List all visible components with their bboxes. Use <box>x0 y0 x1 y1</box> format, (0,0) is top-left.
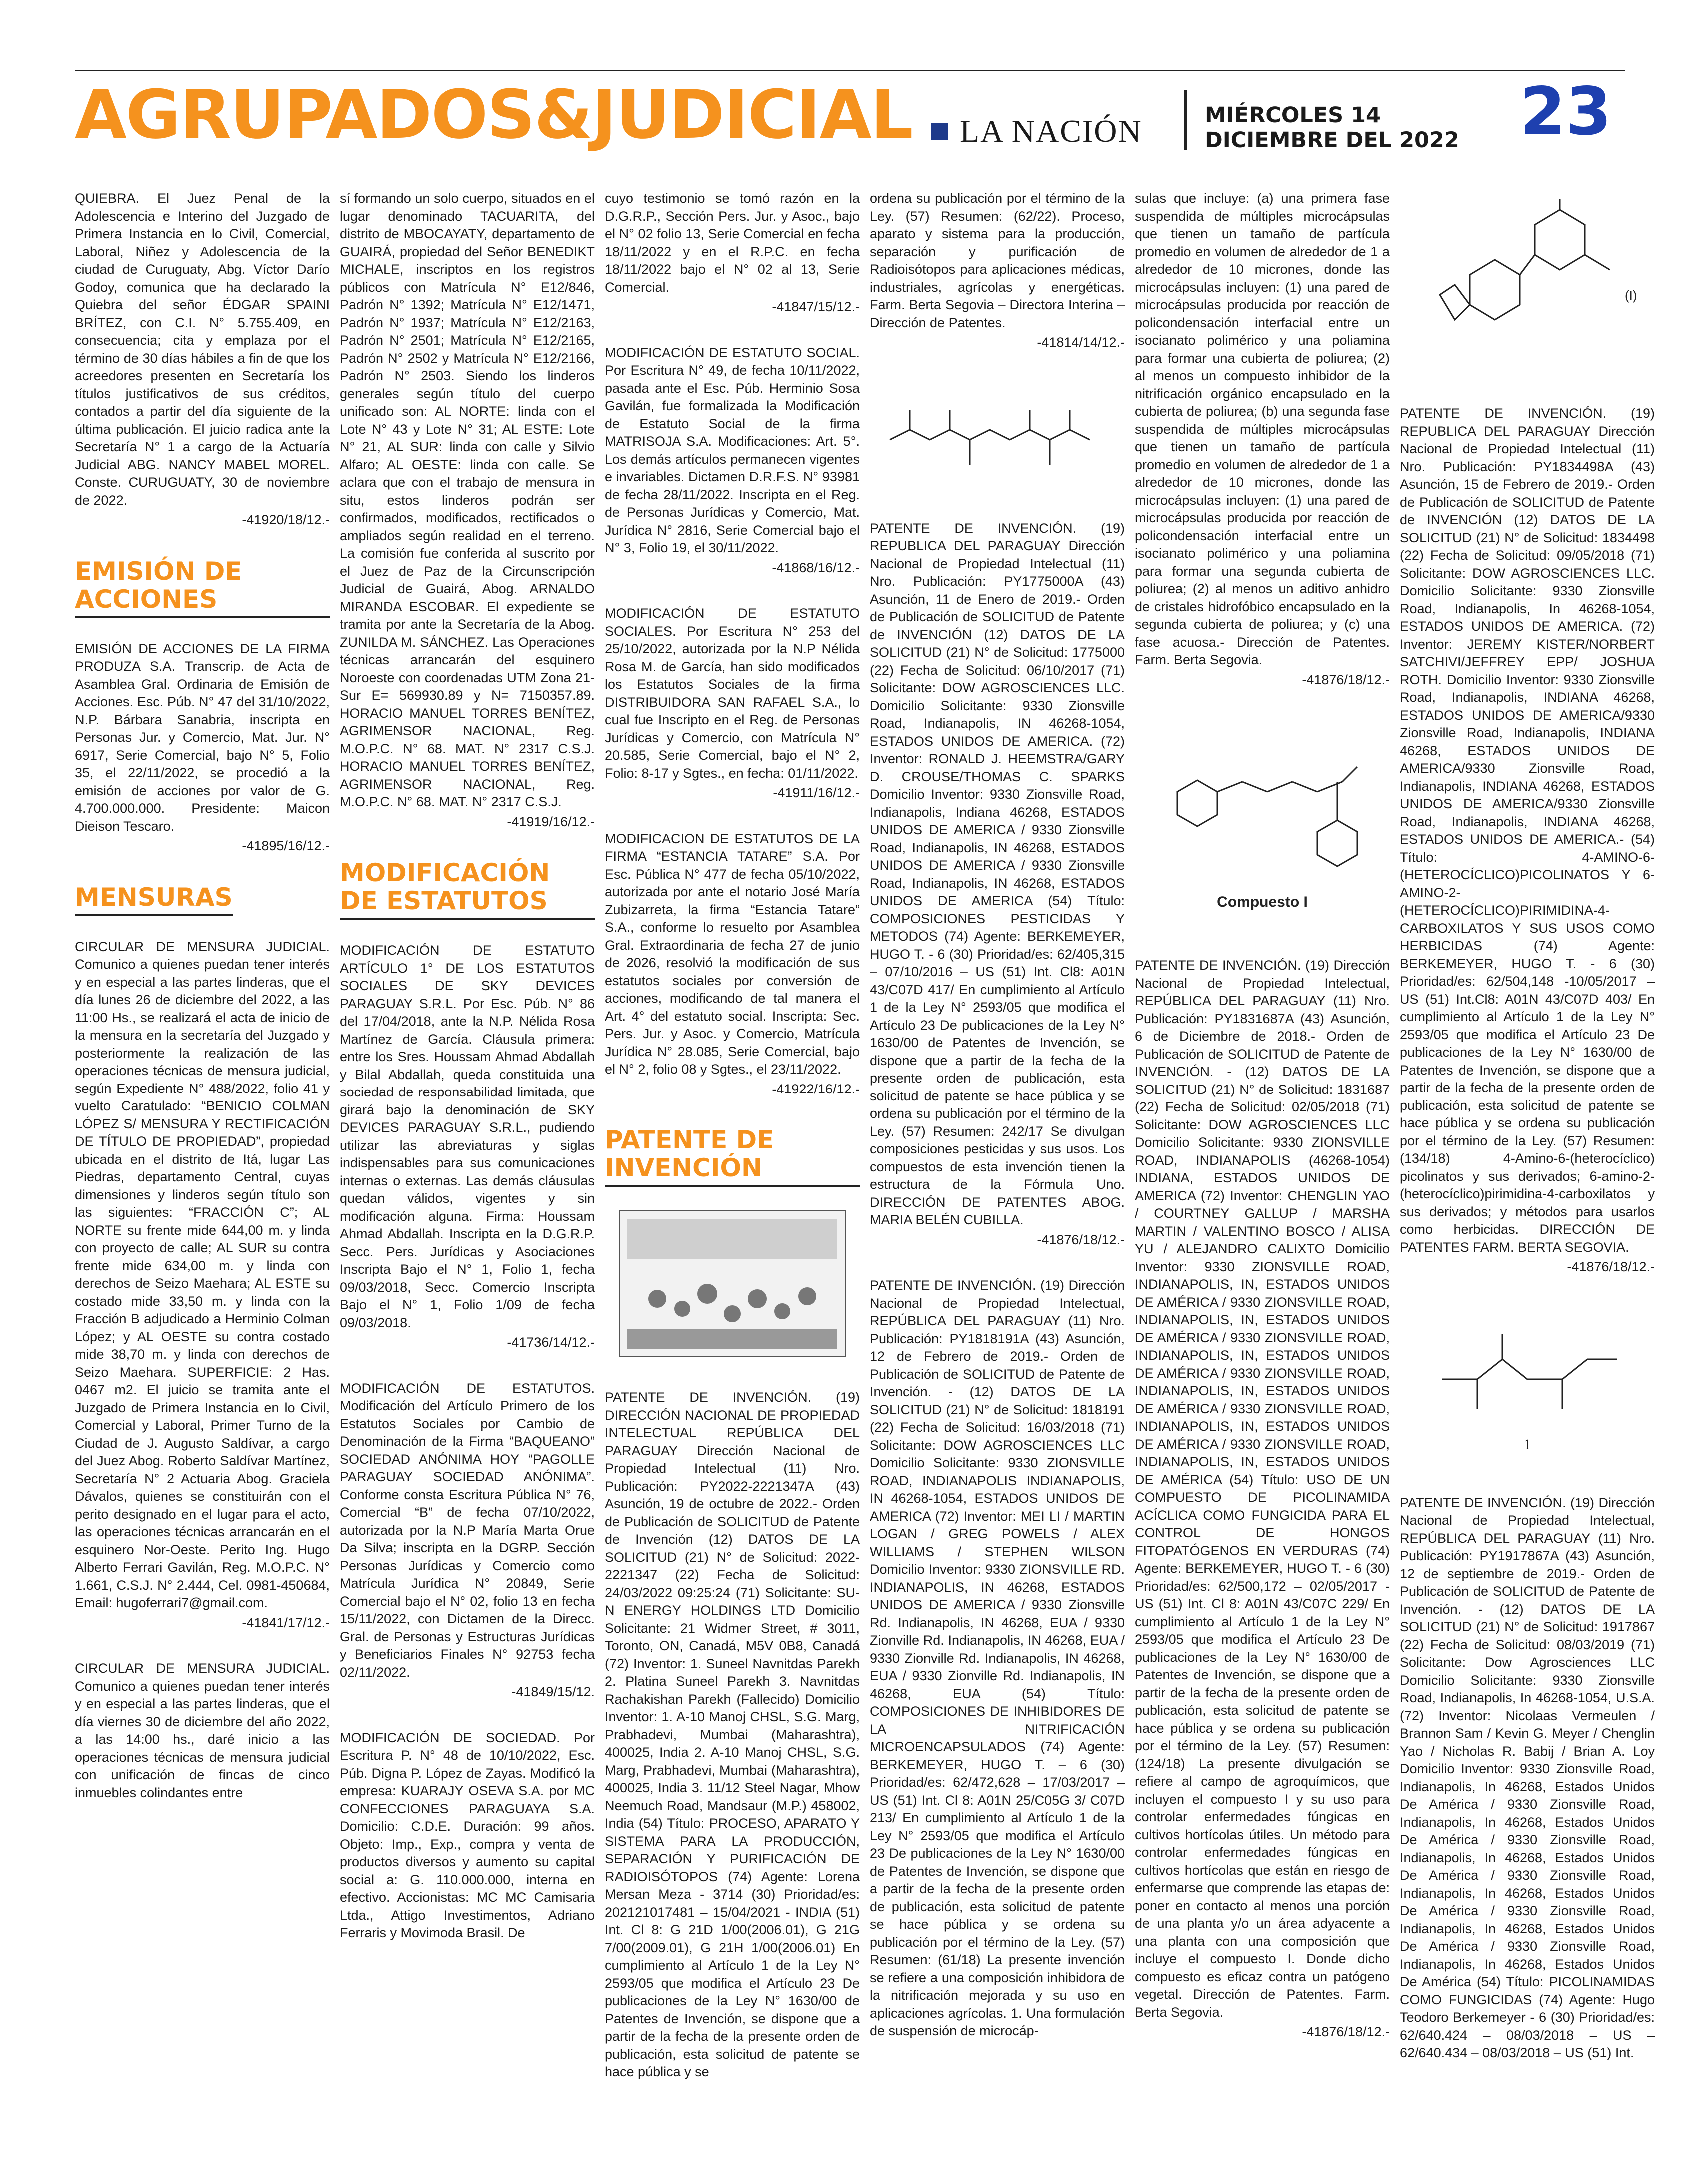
notice-mod-3-cont: cuyo testimonio se tomó razón en la D.G.R.P., Sección Pers. Jur. y Asoc., bajo el N° 02 folio 13, Serie Comercial en fecha 18/11/2022 y en el R.P.C. en fecha 18/11/2022 bajo el N° 02 al 13, Serie Comercial. -41847/15/12.- <box>605 190 860 316</box>
notice-mensura-2: CIRCULAR DE MENSURA JUDICIAL. Comunico a quienes puedan tener interés y en especial a las partes linderas, que el día viernes 30 de diciembre del año 2022, a las 14:00 hs., daré inicio a las operaciones técnicas de mensura judicial con unificación de fincas de cinco inmuebles colindantes entre <box>75 1661 330 1800</box>
notice-ref: -41911/16/12.- <box>773 785 860 800</box>
notice-mod-5: MODIFICACIÓN DE ESTATUTO SOCIALES. Por Escritura N° 253 del 25/10/2022, autorizada por la N.P Nélida Rosa M. de García, han sido modificados los Estatutos Sociales de la firma DISTRIBUIDORA SAN RAFAEL S.A., lo cual fue Inscripto en el Reg. de Personas Jurídicas y Comercio, con Matrícula N° 20.585, Serie Comercial, bajo el N° 2, Folio: 8-17 y Sgtes., en fecha: 01/11/2022. -41911/16/12.- <box>605 605 860 802</box>
notice-mod-3: MODIFICACIÓN DE SOCIEDAD. Por Escritura P. N° 48 de 10/10/2022, Esc. Púb. Digna P. López de Zayas. Modificó la empresa: KUARAJY OSEVA S.A. por MC CONFECCIONES PARAGUAYA S.A. Domicilio: C.D.E. Duración: 99 años. Objeto: Imp., Exp., compra y venta de productos diversos y aumento su capital social a: G. 110.000.000, interna en efectivo. Accionistas: MC MC Camisaria Ltda., Attigo Investimentos, Adriano Ferraris y Movimoda Brasil. De <box>340 1730 595 1940</box>
herbicide-structure <box>1410 195 1645 375</box>
section-header-mensuras: MENSURAS <box>75 883 330 916</box>
column-5 <box>1135 190 1390 2169</box>
notice-ref: -41895/16/12.- <box>242 838 330 853</box>
issue-date <box>1205 103 1459 153</box>
newspaper-name: LA NACIÓN <box>960 113 1142 149</box>
masthead <box>75 75 1625 160</box>
notice-mod-1: MODIFICACIÓN DE ESTATUTO ARTÍCULO 1° DE LOS ESTATUTOS SOCIALES DE SKY DEVICES PARAGUAY S.R.L. Por Esc. Púb. N° 86 del 17/04/2018, ante la N.P. Nélida Rosa Martínez de García. Cláusula primera: entre los Sres. Houssam Ahmad Abdallah y Bilal Abdallah, queda constituida una sociedad de responsabilidad limitada, que girará bajo la denominación de SKY DEVICES PARAGUAY S.R.L., pudiendo utilizar las abreviaturas y siglas indispensables para sus comunicaciones internas o externas. Las demás cláusulas quedan válidos, vigentes y sin modificación alguna. Firma: Houssam Ahmad Abdallah. Inscripta en la D.G.R.P. Secc. Pers. Jurídicas y Asociaciones Inscripta Bajo el N° 1, Folio 1, fecha 09/03/2018, Secc. Comercio Inscripta Bajo el N° 1, Folio 1/09 de fecha 09/03/2018. -41736/14/12.- <box>340 942 595 1352</box>
notice-ref: -41876/18/12.- <box>1567 1259 1655 1274</box>
notice-ref: -41847/15/12.- <box>772 299 860 314</box>
page-number: 23 <box>1520 73 1612 150</box>
notice-ref: -41868/16/12.- <box>772 560 860 575</box>
notice-ref: -41876/18/12.- <box>1037 1232 1125 1247</box>
compound-i-structure <box>1147 717 1377 927</box>
header-separator <box>1184 90 1187 150</box>
notice-ref: -41849/15/12. <box>511 1684 595 1699</box>
notice-ref: -41814/14/12.- <box>1037 335 1125 350</box>
notice-mensura-1: CIRCULAR DE MENSURA JUDICIAL. Comunico a quienes puedan tener interés y en especial a las partes linderas, que el día lunes 26 de diciembre del 2022, a las 11:00 Hs., se realizará el acta de inicio de la mensura en la secretaría del Juzgado y posteriormente la realización de las operaciones técnicas de mensura judicial, según Expediente N° 488/2022, folio 41 y vuelto Caratulado: “BENICIO COLMAN LÓPEZ S/ MENSURA Y RECTIFICACIÓN DE TÍTULO DE PROPIEDAD”, propiedad ubicada en el distrito de Itá, lugar Las Piedras, departamento Central, cuyas dimensiones y linderos según título son las siguientes: “FRACCIÓN C”; AL NORTE su frente mide 644,00 m. y linda con proyecto de calle; AL SUR su contra frente mide 634,00 m. y linda con derechos de Seizo Maehara; AL ESTE su costado mide 33,50 m. y linda con la Fracción B adjudicado a Herminio Colman López; y AL OESTE su contra costado mide 38,70 m. y linda con derechos de Seizo Maehara. SUPERFICIE: 2 Has. 0467 m2. El juicio se tramita ante el Juzgado de Primera Instancia en lo Civil, Comercial y Laboral, Primer Turno de la Ciudad de J. Augusto Saldívar, a cargo del Juez Abog. Roberto Saldívar Martínez, Secretaría N° 2 Actuaria Abog. Graciela Dávalos, quienes se constituirán con el perito designado en el lugar para el acto, las operaciones técnicas arrancarán en el esquinero Nor-Oeste. Perito Ing. Hugo Alberto Ferrari Gavilán, Reg. M.O.P.C. N° 1.661, C.S.J. N° 2.444, Cel. 0981-450684, Email: hugoferrari7@gmail.com. -41841/17/12.- <box>75 938 330 1632</box>
notice-mod-4: MODIFICACIÓN DE ESTATUTO SOCIAL. Por Escritura N° 49, de fecha 10/11/2022, pasada ante el Esc. Púb. Herminio Sosa Gavilán, fue formalizada la Modificación de Estatuto Social de la firma MATRISOJA S.A. Modificaciones: Art. 5°. Los demás artículos permanecen vigentes e invariables. Dictamen D.R.F.S. N° 93981 de fecha 28/11/2022. Inscripta en el Reg. de Personas Jurídicas y Comercio, Mat. Jurídica N° 2816, Serie Comercial bajo el N° 3, Folio 19, el 30/11/2022. -41868/16/12.- <box>605 344 860 577</box>
notice-mod-2: MODIFICACIÓN DE ESTATUTOS. Modificación del Artículo Primero de los Estatutos Sociales por Cambio de Denominación de la Firma “BAQUEANO” SOCIEDAD ANÓNIMA HOY “PAGOLLE PARAGUAY SOCIEDAD ANÓNIMA”. Conforme consta Escritura Pública N° 76, Comercial “B” de fecha 07/10/2022, autorizada por la N.P María Marta Orue Da Silva; inscripta en la DGRP. Sección Personas Jurídicas y Comercio como Matrícula Jurídica N° 20849, Serie Comercial bajo el N° 02, folio 13 en fecha 15/11/2022, con Dictamen de la Direcc. Gral. de Personas y Estructuras Jurídicas y Beneficiarios Finales N° 92753 fecha 02/11/2022. -41849/15/12. <box>340 1380 595 1701</box>
notice-ref: -41876/18/12.- <box>1302 672 1390 687</box>
formula-number: 1 <box>1523 1436 1531 1453</box>
title-dot <box>931 123 948 140</box>
notice-ref: -41736/14/12.- <box>507 1335 595 1350</box>
chemical-structure-formula <box>880 380 1115 490</box>
column-3 <box>605 190 860 2169</box>
notice-ref: -41922/16/12.- <box>772 1081 860 1096</box>
notice-patent-3-cont: sulas que incluye: (a) una primera fase suspendida de múltiples microcápsulas que tienen un tamaño de partícula promedio en volumen de alrededor de 1 a alrededor de 10 micrones, donde las microcápsulas incluyen: (1) una pared de microcápsulas producida por reacción de policondensación interfacial entre un isocianato polimérico y una poliamina para formar una cubierta de poliurea; (2) al menos un compuesto inhibidor de la nitrificación orgánico encapsulado en la cubierta de poliurea; (b) una segunda fase suspendida de múltiples microcápsulas que tienen un tamaño de partícula promedio en volumen de alrededor de 1 a alrededor de 10 micrones, donde las microcápsulas incluyen: (1) una pared de microcápsulas producida por reacción de policondensación interfacial entre un isocianato polimérico y una poliamina para formar una segunda cubierta de poliurea; (2) al menos un aditivo anhidro de cristales hidrofóbico encapsulado en la segunda cubierta de poliurea; y (c) una fase acuosa.- Dirección de Patentes. Farm. Berta Segovia. -41876/18/12.- <box>1135 190 1390 689</box>
formula-label: (I) <box>1625 288 1637 303</box>
column-1 <box>75 190 330 2169</box>
column-4 <box>870 190 1125 2169</box>
notice-ref: -41876/18/12.- <box>1302 2024 1390 2039</box>
notice-patent-2: PATENTE DE INVENCIÓN. (19) REPUBLICA DEL PARAGUAY Dirección Nacional de Propiedad Intelectual (11) Nro. Publicación: PY1775000A (43) Asunción, 11 de Enero de 2019.- Orden de Publicación de SOLICITUD de Patente de INVENCIÓN (12) DATOS DE LA SOLICITUD (21) N° de Solicitud: 1775000 (22) Fecha de Solicitud: 06/10/2017 (71) Solicitante: DOW AGROSCIENCES LLC. Domicilio Solicitante: 9330 Zionsville Road, Indianapolis, IN 46268-1054, ESTADOS UNIDOS DE AMERICA. (72) Inventor: RONALD J. HEEMSTRA/GARY D. CROUSE/THOMAS C. SPARKS Domicilio Inventor: 9330 Zionsville Road, Indianapolis, Indiana 46268, ESTADOS UNIDOS DE AMERICA / 9330 Zionsville Road, Indianapolis, IN 46268, ESTADOS UNIDOS DE AMERICA / 9330 Zionsville Road, Indianapolis, IN 46268, ESTADOS UNIDOS DE AMERICA (54) Título: COMPOSICIONES PESTICIDAS Y METODOS (74) Agente: BERKEMEYER, HUGO T. - 6 (30) Prioridad/es: 62/405,315 – 07/10/2016 – US (51) Int. Cl8: A01N 43/C07D 417/ En cumplimiento al Artículo 1 de la Ley N° 2593/05 que modifica el Artículo 23 De publicaciones de la Ley N° 1630/00 de Patentes de Invención, se dispone que a partir de la fecha de la presente orden de publicación, esta solicitud de patente se hace pública y se ordena su publicación por el término de la Ley. (57) Resumen: 242/17 Se divulgan composiciones pesticidas y sus usos. Los compuestos de esta invención tienen la estructura de la Fórmula Uno. DIRECCIÓN DE PATENTES ABOG. MARIA BELÉN CUBILLA. -41876/18/12.- <box>870 520 1125 1249</box>
header-rule <box>75 70 1625 71</box>
column-2 <box>340 190 595 2169</box>
notice-ref: -41841/17/12.- <box>242 1615 330 1630</box>
notice-patent-1-cont: ordena su publicación por el término de la Ley. (57) Resumen: (62/22). Proceso, aparato y sistema para la producción, separación y purificación de Radioisótopos para aplicaciones médicas, industriales, agrícolas y energéticas. Farm. Berta Segovia – Directora Interina – Dirección de Patentes. -41814/14/12.- <box>870 190 1125 352</box>
notice-quiebra: QUIEBRA. El Juez Penal de la Adolescencia e Interino del Juzgado de Primera Instancia en lo Civil, Comercial, Laboral, Niñez y Adolescencia de la ciudad de Curuguaty, Abg. Víctor Darío Godoy, comunica que ha declarado la Quiebra del señor ÉDGAR SPAINI BRÍTEZ, con C.I. N° 5.755.409, en consecuencia; cita y emplaza por el término de 30 días hábiles a fin de que los acreedores presenten en Secretaría los títulos justificativos de sus créditos, contados a partir del día siguiente de la última publicación. El juicio radica ante la Secretaría N° 1 a cargo de la Actuaría Judicial ABG. NANCY MABEL MOREL. Conste. CURUGUATY, 30 de noviembre de 2022. -41920/18/12.- <box>75 190 330 529</box>
section-title: AGRUPADOS&JUDICIAL <box>75 76 912 154</box>
notice-patent-6: PATENTE DE INVENCIÓN. (19) Dirección Nacional de Propiedad Intelectual, REPÚBLICA DEL PARAGUAY (11) Nro. Publicación: PY1917867A (43) Asunción, 12 de septiembre de 2019.- Orden de Publicación de SOLICITUD de Patente de Invención. - (12) DATOS DE LA SOLICITUD (21) N° de Solicitud: 1917867 (22) Fecha de Solicitud: 08/03/2019 (71) Solicitante: Dow Agrosciences LLC Domicilio Solicitante: 9330 Zionsville Road, Indianapolis, In 46268-1054, U.S.A. (72) Inventor: Nicolaas Vermeulen / Brannon Sam / Kevin G. Meyer / Chenglin Yao / Nicholas R. Babij / Brian A. Loy Domicilio Inventor: 9330 Zionsville Road, Indianapolis, In 46268, Estados Unidos De América / 9330 Zionsville Road, Indianapolis, In 46268, Estados Unidos De América / 9330 Zionsville Road, Indianapolis, In 46268, Estados Unidos De América / 9330 Zionsville Road, Indianapolis, In 46268, Estados Unidos De América / 9330 Zionsville Road, Indianapolis, In 46268, Estados Unidos De América / 9330 Zionsville Road, Indianapolis, In 46268, Estados Unidos De América (54) Título: PICOLINAMIDAS COMO FUNGICIDAS (74) Agente: Hugo Teodoro Berkemeyer - 6 (30) Prioridad/es: 62/640.424 – 08/03/2018 – US – 62/640.434 – 08/03/2018 – US (51) Int. <box>1400 1495 1655 2060</box>
notice-emision: EMISIÓN DE ACCIONES DE LA FIRMA PRODUZA S.A. Transcrip. de Acta de Asamblea Gral. Ordinaria de Emisión de Acciones. Esc. Púb. N° 47 del 31/10/2022, N.P. Bárbara Sanabria, inscripta en Personas Jur. y Comercio, Mat. Jur. N° 6917, Serie Comercial, bajo N° 5, Folio 35, el 22/11/2022, se procedió a la emisión de acciones por valor de G. 4.700.000.000. Presidente: Maicon Dieison Tescaro. -41895/16/12.- <box>75 640 330 855</box>
section-header-patente: PATENTE DE INVENCIÓN <box>605 1126 860 1187</box>
picolinamide-structure <box>1412 1304 1642 1464</box>
column-6 <box>1400 190 1655 2169</box>
notice-ref: -41920/18/12.- <box>242 512 330 527</box>
notice-mensura-2-cont: sí formando un solo cuerpo, situados en el lugar denominado TACUARITA, del distrito de MBOCAYATY, departamento de GUAIRÁ, propiedad del Señor BENEDIKT MICHALE, inscriptos en los registros públicos con Matrícula N° E12/846, Padrón N° 1392; Matrícula N° E12/1471, Padrón N° 1937; Matrícula N° E12/2163, Padrón N° 2501; Matrícula N° E12/2165, Padrón N° 2502 y Matrícula N° E12/2166, Padrón N° 2503. Siendo los linderos generales según título del cuerpo unificado son: AL NORTE: linda con el Lote N° 43 y Lote N° 31; AL ESTE: Lote N° 21, AL SUR: linda con calle y Silvio Alfaro; AL OESTE: linda con calle. Se aclara que con el trabajo de mensura in situ, estos linderos podrán ser confirmados, modificados, rectificados o ampliados según realidad en el terreno. La comisión fue conferida al suscrito por el Juez de Paz de la Circunscripción Judicial de Guairá, Abog. ARNALDO MIRANDA ESCOBAR. El expediente se tramita por ante la Secretaría de la Abog. ZUNILDA M. SÁNCHEZ. Las Operaciones técnicas arrancarán del esquinero Noroeste con coordenadas UTM Zona 21-Sur E= 569930.89 y N= 7150357.89. HORACIO MANUEL TORRES BENÍTEZ, AGRIMENSOR NACIONAL, Reg. M.O.P.C. N° 68. MAT. N° 2317 C.S.J. HORACIO MANUEL TORRES BENÍTEZ, AGRIMENSOR NACIONAL, Reg. M.O.P.C. N° 68. MAT. N° 2317 C.S.J. -41919/16/12.- <box>340 190 595 831</box>
notice-patent-1: PATENTE DE INVENCIÓN. (19) DIRECCIÓN NACIONAL DE PROPIEDAD INTELECTUAL REPÚBLICA DEL PARAGUAY Dirección Nacional de Propiedad Intelectual (11) Nro. Publicación: PY2022-2221347A (43) Asunción, 19 de octubre de 2022.- Orden de Publicación de SOLICITUD de Patente de Invención (12) DATOS DE LA SOLICITUD (21) N° de Solicitud: 2022-2221347 (22) Fecha de Solicitud: 24/03/2022 09:25:24 (71) Solicitante: SU-N ENERGY HOLDINGS LTD Domicilio Solicitante: 21 Widmer Street, # 3011, Toronto, ON, Canadá, M5V 0B8, Canadá (72) Inventor: 1. Suneel Navnitdas Parekh 2. Platina Suneel Parekh 3. Navnitdas Rachakishan Parekh (Fallecido) Domicilio Inventor: 1. A-10 Manoj CHSL, S.G. Marg, Prabhadevi, Mumbai (Maharashtra), 400025, India 2. A-10 Manoj CHSL, S.G. Marg, Prabhadevi, Mumbai (Maharashtra), 400025, India 3. 11/12 Steel Nagar, Mhow Neemuch Road, Mandsaur (M.P.) 458002, India (54) Título: PROCESO, APARATO Y SISTEMA PARA LA PRODUCCIÓN, SEPARACIÓN Y PURIFICACIÓN DE RADIOISÓTOPOS (74) Agente: Lorena Mersan Meza - 3714 (30) Prioridad/es: 202121017481 – 15/04/2021 - INDIA (51) Int. Cl 8: G 21D 1/00(2006.01), G 21G 7/00(2009.01), G 21H 1/00(2006.01) En cumplimiento al Artículo 1 de la Ley N° 2593/05 que modifica el Artículo 23 De publicaciones de la Ley N° 1630/00 de Patentes de Invención, se dispone que a partir de la fecha de la presente orden de publicación, esta solicitud de patente se hace pública y se <box>605 1390 860 2079</box>
section-header-modificacion: MODIFICACIÓN DE ESTATUTOS <box>340 859 595 920</box>
notice-patent-5: PATENTE DE INVENCIÓN. (19) REPUBLICA DEL PARAGUAY Dirección Nacional de Propiedad Intelectual (11) Nro. Publicación: PY1834498A (43) Asunción, 15 de Febrero de 2019.- Orden de Publicación de SOLICITUD de Patente de INVENCIÓN (12) DATOS DE LA SOLICITUD (21) N° de Solicitud: 1834498 (22) Fecha de Solicitud: 09/05/2018 (71) Solicitante: DOW AGROSCIENCES LLC. Domicilio Solicitante: 9330 Zionsville Road, Indianapolis, In 46268-1054, ESTADOS UNIDOS DE AMERICA. (72) Inventor: JEREMY KISTER/NORBERT SATCHIVI/JEFFREY EPP/ JOSHUA ROTH. Domicilio Inventor: 9330 Zionsville Road, Indianapolis, INDIANA 46268, ESTADOS UNIDOS DE AMERICA/9330 Zionsville Road, Indianapolis, INDIANA 46268, ESTADOS UNIDOS DE AMERICA/9330 Zionsville Road, Indianapolis, INDIANA 46268, ESTADOS UNIDOS DE AMERICA/9330 Zionsville Road, Indianapolis, INDIANA 46268, ESTADOS UNIDOS DE AMERICA.- (54) Título: 4-AMINO-6-(HETEROCÍCLICO)PICOLINATOS Y 6-AMINO-2-(HETEROCÍCLICO)PIRIMIDINA-4- CARBOXILATOS Y SUS USOS COMO HERBICIDAS (74) Agente: BERKEMEYER, HUGO T. - 6 (30) Prioridad/es: 62/504,148 -10/05/2017 – US (51) Int.Cl8: A01N 43/C07D 403/ En cumplimiento al Artículo 1 de la Ley N° 2593/05 que modifica el Artículo 23 De publicaciones de la Ley N° 1630/00 de Patentes de Invención, se dispone que a partir de la fecha de la presente orden de publicación, esta solicitud de patente se hace pública y se ordena su publicación por el término de la Ley. (57) Resumen: (134/18) 4-Amino-6-(heterocíclico) picolinatos y sus derivados; 6-amino-2-(heterocíclico)pirimidina-4-carboxilatos y sus derivados; y métodos para usarlos como herbicidas. DIRECCIÓN DE PATENTES FARM. BERTA SEGOVIA. -41876/18/12.- <box>1400 405 1655 1276</box>
notice-patent-4: PATENTE DE INVENCIÓN. (19) Dirección Nacional de Propiedad Intelectual, REPÚBLICA DEL PARAGUAY (11) Nro. Publicación: PY1831687A (43) Asunción, 6 de Diciembre de 2018.- Orden de Publicación de SOLICITUD de Patente de INVENCIÓN. - (12) DATOS DE LA SOLICITUD (21) N° de Solicitud: 1831687 (22) Fecha de Solicitud: 02/05/2018 (71) Solicitante: DOW AGROSCIENCES LLC Domicilio Solicitante: 9330 ZIONSVILLE ROAD, INDIANAPOLIS (46268-1054) INDIANA, ESTADOS UNIDOS DE AMERICA (72) Inventor: CHENGLIN YAO / COURTNEY GALLUP / MARSHA MARTIN / VALENTINO BOSCO / ALISA YU / ALEJANDRO CALIXTO Domicilio Inventor: 9330 ZIONSVILLE ROAD, INDIANAPOLIS, IN, ESTADOS UNIDOS DE AMÉRICA / 9330 ZIONSVILLE ROAD, INDIANAPOLIS, IN, ESTADOS UNIDOS DE AMÉRICA / 9330 ZIONSVILLE ROAD, INDIANAPOLIS, IN, ESTADOS UNIDOS DE AMÉRICA / 9330 ZIONSVILLE ROAD, INDIANAPOLIS, IN, ESTADOS UNIDOS DE AMÉRICA / 9330 ZIONSVILLE ROAD, INDIANAPOLIS, IN, ESTADOS UNIDOS DE AMÉRICA / 9330 ZIONSVILLE ROAD, INDIANAPOLIS, IN, ESTADOS UNIDOS DE AMÉRICA (54) Título: USO DE UN COMPUESTO DE PICOLINAMIDA ACÍCLICA COMO FUNGICIDA PARA EL CONTROL DE HONGOS FITOPATÓGENOS EN VERDURAS (74) Agente: BERKEMEYER, HUGO T. - 6 (30) Prioridad/es: 62/500,172 – 02/05/2017 - US (51) Int. Cl 8: A01N 43/C07C 229/ En cumplimiento al Artículo 1 de la Ley N° 2593/05 que modifica el Artículo 23 De publicaciones de la Ley N° 1630/00 de Patentes de Invención, se dispone que a partir de la fecha de la presente orden de publicación, esta solicitud de patente se hace pública y se ordena su publicación por el término de la Ley. (57) Resumen: (124/18) La presente divulgación se refiere al campo de agroquímicos, que incluyen el compuesto I y su uso para controlar enfermedades fúngicas en cultivos hortícolas útiles. Un método para controlar enfermedades fúngicas en cultivos hortícolas que están en riesgo de enfermarse que comprende las etapas de: poner en contacto al menos una porción de una planta y/o un área adyacente a una planta con una composición que incluye el compuesto I. Donde dicho compuesto es eficaz contra un patógeno vegetal. Dirección de Patentes. Farm. Berta Segovia. -41876/18/12.- <box>1135 957 1390 2041</box>
date-month-year: DICIEMBRE DEL 2022 <box>1205 128 1459 153</box>
date-weekday: MIÉRCOLES 14 <box>1205 103 1381 128</box>
section-header-emision: EMISIÓN DE ACCIONES <box>75 557 330 618</box>
compound-caption: Compuesto I <box>1217 894 1308 910</box>
notice-ref: -41919/16/12.- <box>507 814 595 829</box>
notice-patent-3: PATENTE DE INVENCIÓN. (19) Dirección Nacional de Propiedad Intelectual, REPÚBLICA DEL PARAGUAY (11) Nro. Publicación: PY1818191A (43) Asunción, 12 de Febrero de 2019.- Orden de Publicación de SOLICITUD de Patente de Invención. - (12) DATOS DE LA SOLICITUD (21) N° de Solicitud: 1818191 (22) Fecha de Solicitud: 16/03/2018 (71) Solicitante: DOW AGROSCIENCES LLC Domicilio Solicitante: 9330 ZIONSVILLE ROAD, INDIANAPOLIS INDIANAPOLIS, IN 46268-1054, ESTADOS UNIDOS DE AMERICA (72) Inventor: MEI LI / MARTIN LOGAN / GREG POWELS / ALEX WILLIAMS / STEPHEN WILSON Domicilio Inventor: 9330 ZIONSVILLE RD. INDIANAPOLIS, IN 46268, ESTADOS UNIDOS DE AMERICA / 9330 Zionsville Rd. Indianapolis, IN 46268, EUA / 9330 Zionville Rd. Indianapolis, IN 46268, EUA / 9330 Zionville Rd. Indianapolis, IN 46268, EUA / 9330 Zionville Rd. Indianapolis, IN 46268, EUA (54) Título: COMPOSICIONES DE INHIBIDORES DE LA NITRIFICACIÓN MICROENCAPSULADOS (74) Agente: BERKEMEYER, HUGO T. – 6 (30) Prioridad/es: 62/472,628 – 17/03/2017 – US (51) Int. Cl 8: A01N 25/C05G 3/ C07D 213/ En cumplimiento al Artículo 1 de la Ley N° 2593/05 que modifica el Artículo 23 De publicaciones de la Ley N° 1630/00 de Patentes de Invención, se dispone que a partir de la fecha de la presente orden de publicación, esta solicitud de patente se hace pública y se ordena su publicación por el término de la Ley. (57) Resumen: (61/18) La presente invención se refiere a una composición inhibidora de la nitrificación mejorada y su uso en aplicaciones agrícolas. 1. Una formulación de suspensión de microcáp- <box>870 1278 1125 2038</box>
notice-mod-6: MODIFICACION DE ESTATUTOS DE LA FIRMA “ESTANCIA TATARE” S.A. Por Esc. Pública N° 477 de fecha 05/10/2022, autorizada por ante el notario José María Zubizarreta, la firma “Estancia Tatare” S.A., conforme lo resuelto por Asamblea Gral. Extraordinaria de fecha 27 de junio de 2026, resolvió la modificación de sus estatutos sociales por conversión de acciones, modificando de tal manera el Art. 4° del estatuto social. Inscripta: Sec. Pers. Jur. y Asoc. y Comercio, Matrícula Jurídica N° 28.085, Serie Comercial, bajo el N° 2, folio 08 y Sgtes., el 23/11/2022. -41922/16/12.- <box>605 830 860 1098</box>
apparatus-diagram-image <box>617 1209 847 1359</box>
